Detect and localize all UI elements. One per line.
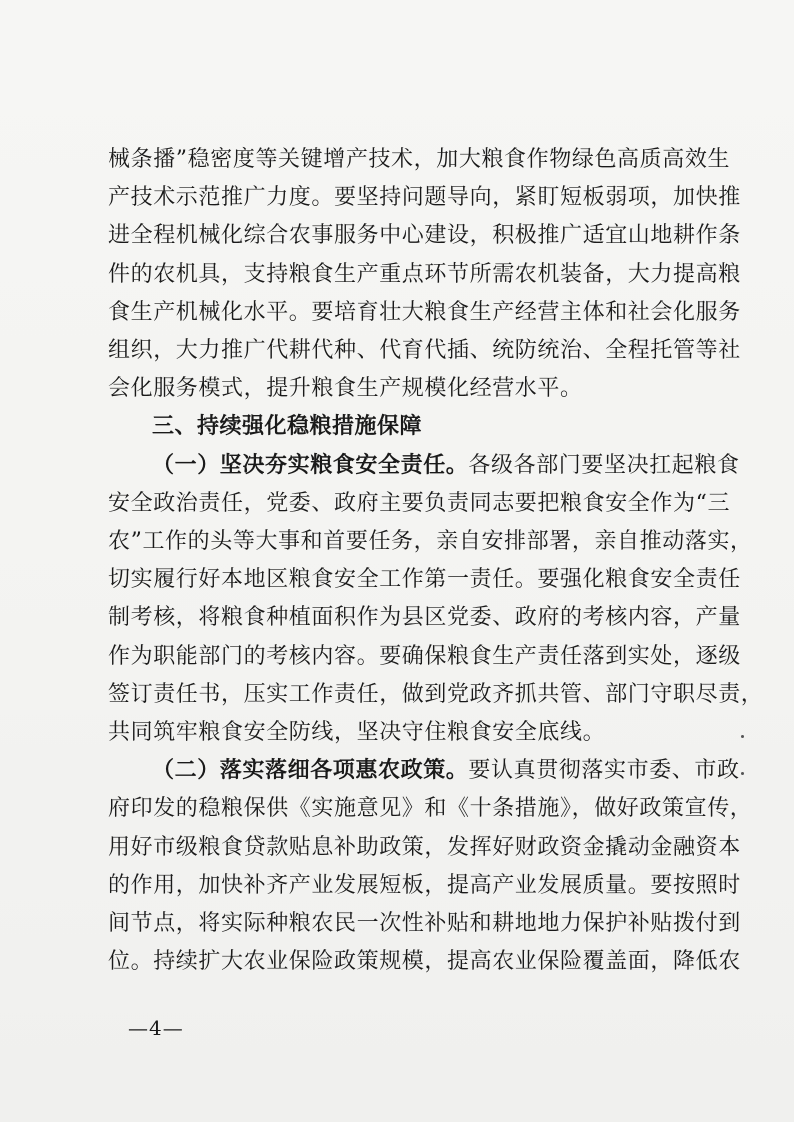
body-line: 的作用，加快补齐产业发展短板，提高产业发展质量。要按照时 xyxy=(108,872,741,898)
body-line: 间节点，将实际种粮农民一次性补贴和耕地地力保护补贴拨付到 xyxy=(108,911,741,936)
body-line: 签订责任书，压实工作责任，做到党政齐抓共管、部门守职尽责， xyxy=(108,681,764,707)
paragraph-first-line xyxy=(108,450,740,482)
body-line: 用好市级粮食贷款贴息补助政策，发挥好财政资金撬动金融资本 xyxy=(108,834,741,860)
body-line: 会化服务模式，提升粮食生产规模化经营水平。 xyxy=(108,376,583,402)
page-number: —4— xyxy=(128,1016,184,1040)
body-line: 府印发的稳粮保供《实施意见》和《十条措施》，做好政策宣传， xyxy=(108,796,753,822)
body-line: 作为职能部门的考核内容。要确保粮食生产责任落到实处，逐级 xyxy=(108,643,741,669)
section-heading: 三、持续强化稳粮措施保障 xyxy=(152,414,423,440)
body-line: 产技术示范推广力度。要坚持问题导向，紧盯短板弱项，加快推 xyxy=(108,185,741,211)
scan-speck xyxy=(741,772,744,775)
body-line: 制考核，将粮食种植面积作为县区党委、政府的考核内容，产量 xyxy=(108,605,741,631)
body-line: 进全程机械化综合农事服务中心建设，积极推广适宜山地耕作条 xyxy=(108,223,741,249)
paragraph-first-line xyxy=(108,755,740,787)
paragraph-text: 各级各部门要坚决扛起粮食 xyxy=(468,452,740,478)
body-line: 械条播”稳密度等关键增产技术，加大粮食作物绿色高质高效生 xyxy=(108,147,731,172)
body-line: 件的农机具，支持粮食生产重点环节所需农机装备，大力提高粮 xyxy=(108,261,741,287)
paragraph-text: 要认真贯彻落实市委、市政 xyxy=(468,758,740,784)
body-line: 位。持续扩大农业保险政策规模，提高农业保险覆盖面，降低农 xyxy=(108,949,741,975)
scan-speck xyxy=(741,735,744,738)
body-line: 组织，大力推广代耕代种、代育代插、统防统治、全程托管等社 xyxy=(108,338,741,363)
paragraph-title: （二）落实落细各项惠农政策。 xyxy=(152,758,469,784)
body-line: 切实履行好本地区粮食安全工作第一责任。要强化粮食安全责任 xyxy=(108,567,741,593)
body-line: 安全政治责任，党委、政府主要负责同志要把粮食安全作为“三 xyxy=(108,490,731,516)
body-line: 食生产机械化水平。要培育壮大粮食生产经营主体和社会化服务 xyxy=(108,299,741,325)
body-line: 共同筑牢粮食安全防线，坚决守住粮食安全底线。 xyxy=(108,720,606,745)
paragraph-title: （一）坚决夯实粮食安全责任。 xyxy=(152,452,469,478)
body-line: 农”工作的头等大事和首要任务，亲自安排部署，亲自推动落实， xyxy=(108,529,753,554)
